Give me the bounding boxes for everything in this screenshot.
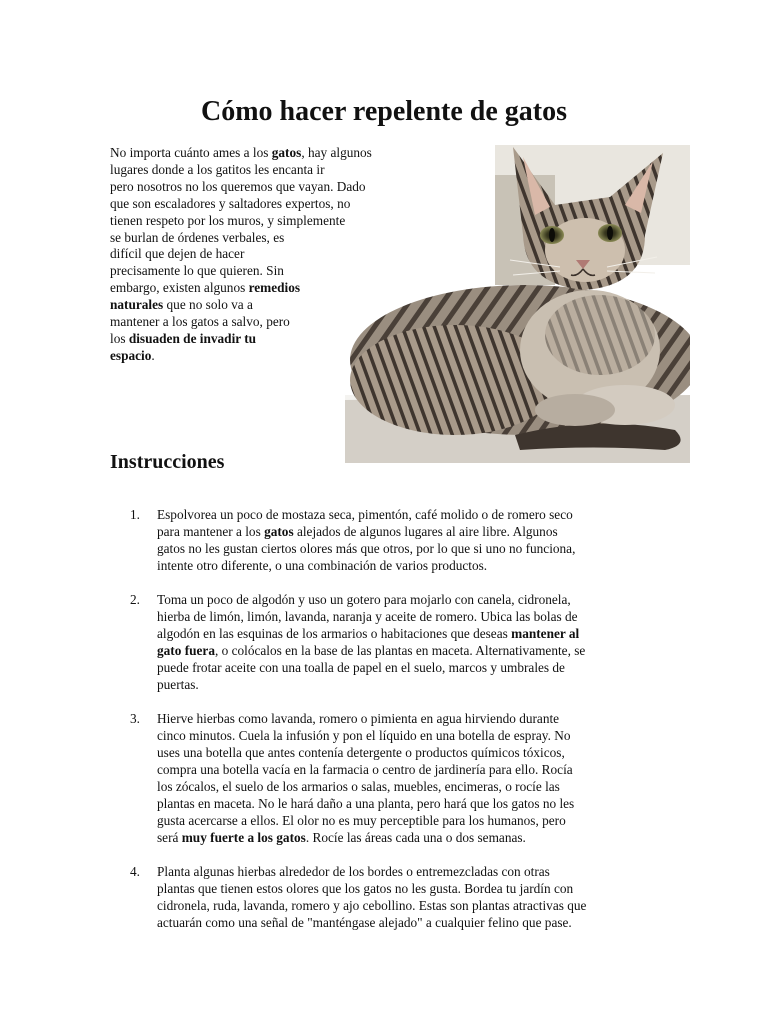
- text-run: se burlan de órdenes verbales, es: [110, 229, 285, 245]
- list-number: 3.: [130, 711, 140, 726]
- text-run: uses una botella que antes contenía detergente o productos químicos tóxicos,: [157, 745, 565, 760]
- text-run: tienen respeto por los muros, y simplemente: [110, 212, 346, 228]
- step-line: [157, 506, 670, 523]
- step-line: [157, 812, 670, 829]
- text-run: , hay algunos: [301, 145, 372, 160]
- text-run: hierba de limón, limón, lavanda, naranja y aceite de romero. Ubica las bolas de: [157, 609, 578, 624]
- text-run: intente otro diferente, o una combinación de varios productos.: [157, 558, 488, 573]
- list-item: [130, 863, 670, 931]
- step-line: [157, 897, 670, 914]
- text-run: que son escaladores y saltadores expertos, no: [110, 195, 351, 211]
- step-line: [157, 557, 670, 574]
- step-line: [157, 761, 670, 778]
- text-run: actuarán como una señal de "manténgase alejado" a cualquier felino que pase.: [157, 915, 572, 930]
- text-run: alejados de algunos lugares al aire libre. Algunos: [293, 524, 558, 539]
- step-line: [157, 540, 670, 557]
- text-run: los: [110, 330, 129, 346]
- text-run: algodón en las esquinas de los armarios o habitaciones que deseas: [157, 626, 512, 641]
- bold-text: espacio: [110, 347, 152, 363]
- step-line: [157, 625, 670, 642]
- kitten-photo: [345, 145, 690, 463]
- text-run: puertas.: [157, 677, 199, 692]
- text-run: cidronela, ruda, lavanda, romero y ajo cebollino. Estas son plantas atractivas que: [157, 898, 587, 913]
- step-line: [157, 863, 670, 880]
- step-line: [157, 659, 670, 676]
- text-run: Hierve hierbas como lavanda, romero o pimienta en agua hirviendo durante: [157, 711, 560, 726]
- step-line: [157, 778, 670, 795]
- text-run: Espolvorea un poco de mostaza seca, pimentón, café molido o de romero seco: [157, 507, 573, 522]
- text-run: mantener a los gatos a salvo, pero: [110, 314, 290, 330]
- step-line: [157, 880, 670, 897]
- bold-text: naturales: [110, 297, 164, 313]
- step-line: [157, 829, 670, 846]
- text-run: embargo, existen algunos: [110, 280, 249, 296]
- step-line: [157, 914, 670, 931]
- text-run: No importa cuánto ames a los: [110, 145, 272, 160]
- list-item: [130, 591, 670, 693]
- step-line: [157, 591, 670, 608]
- bold-text: remedios: [248, 280, 301, 296]
- text-run: precisamente lo que quieren. Sin: [110, 263, 284, 279]
- list-number: 1.: [130, 507, 140, 522]
- text-run: pero nosotros no los queremos que vayan. Dado: [110, 178, 366, 194]
- text-run: los zócalos, el suelo de los armarios o salas, muebles, encimeras, o rocíe las: [157, 779, 560, 794]
- text-run: , o colócalos en la base de las plantas en maceta. Alternativamente, se: [214, 643, 586, 658]
- text-run: para mantener a los: [157, 524, 265, 539]
- text-run: . Rocíe las áreas cada una o dos semanas.: [305, 830, 526, 845]
- bold-text: gatos: [271, 145, 302, 160]
- text-run: gusta acercarse a ellos. El olor no es muy perceptible para los humanos, pero: [157, 813, 566, 828]
- step-line: [157, 608, 670, 625]
- instructions-heading: Instrucciones: [110, 451, 225, 473]
- list-item: [130, 710, 670, 846]
- bold-text: muy fuerte a los gatos: [181, 830, 306, 845]
- bold-text: gatos: [264, 524, 294, 539]
- text-run: plantas en maceta. No le hará daño a una planta, pero hará que los gatos no les: [157, 796, 575, 811]
- step-line: [157, 676, 670, 693]
- step-line: [157, 523, 670, 540]
- text-run: Toma un poco de algodón y uso un gotero para mojarlo con canela, cidronela,: [157, 592, 571, 607]
- step-line: [157, 744, 670, 761]
- text-run: que no solo va a: [163, 297, 253, 313]
- text-run: difícil que dejen de hacer: [110, 246, 245, 262]
- step-line: [157, 795, 670, 812]
- instructions-list: [130, 506, 670, 948]
- text-run: plantas que tienen estos olores que los gatos no les gusta. Bordea tu jardín con: [157, 881, 574, 896]
- bold-text: disuaden de invadir tu: [128, 330, 257, 346]
- list-number: 4.: [130, 864, 140, 879]
- bold-text: gato fuera: [157, 643, 215, 658]
- text-run: .: [151, 347, 155, 363]
- text-run: gatos no les gustan ciertos olores más que otros, por lo que si uno no funciona,: [157, 541, 576, 556]
- document-title: Cómo hacer repelente de gatos: [201, 96, 567, 127]
- step-line: [157, 727, 670, 744]
- list-number: 2.: [130, 592, 140, 607]
- list-item: [130, 506, 670, 574]
- text-run: compra una botella vacía en la farmacia o centro de jardinería para ello. Rocía: [157, 762, 573, 777]
- text-run: puede frotar aceite con una toalla de papel en el suelo, marcos y umbrales de: [157, 660, 565, 675]
- text-run: será: [157, 830, 182, 845]
- text-run: lugares donde a los gatitos les encanta ir: [110, 161, 325, 177]
- bold-text: mantener al: [511, 626, 580, 641]
- step-line: [157, 710, 670, 727]
- text-run: cinco minutos. Cuela la infusión y pon el líquido en una botella de espray. No: [157, 728, 571, 743]
- text-run: Planta algunas hierbas alrededor de los bordes o entremezcladas con otras: [157, 864, 550, 879]
- step-line: [157, 642, 670, 659]
